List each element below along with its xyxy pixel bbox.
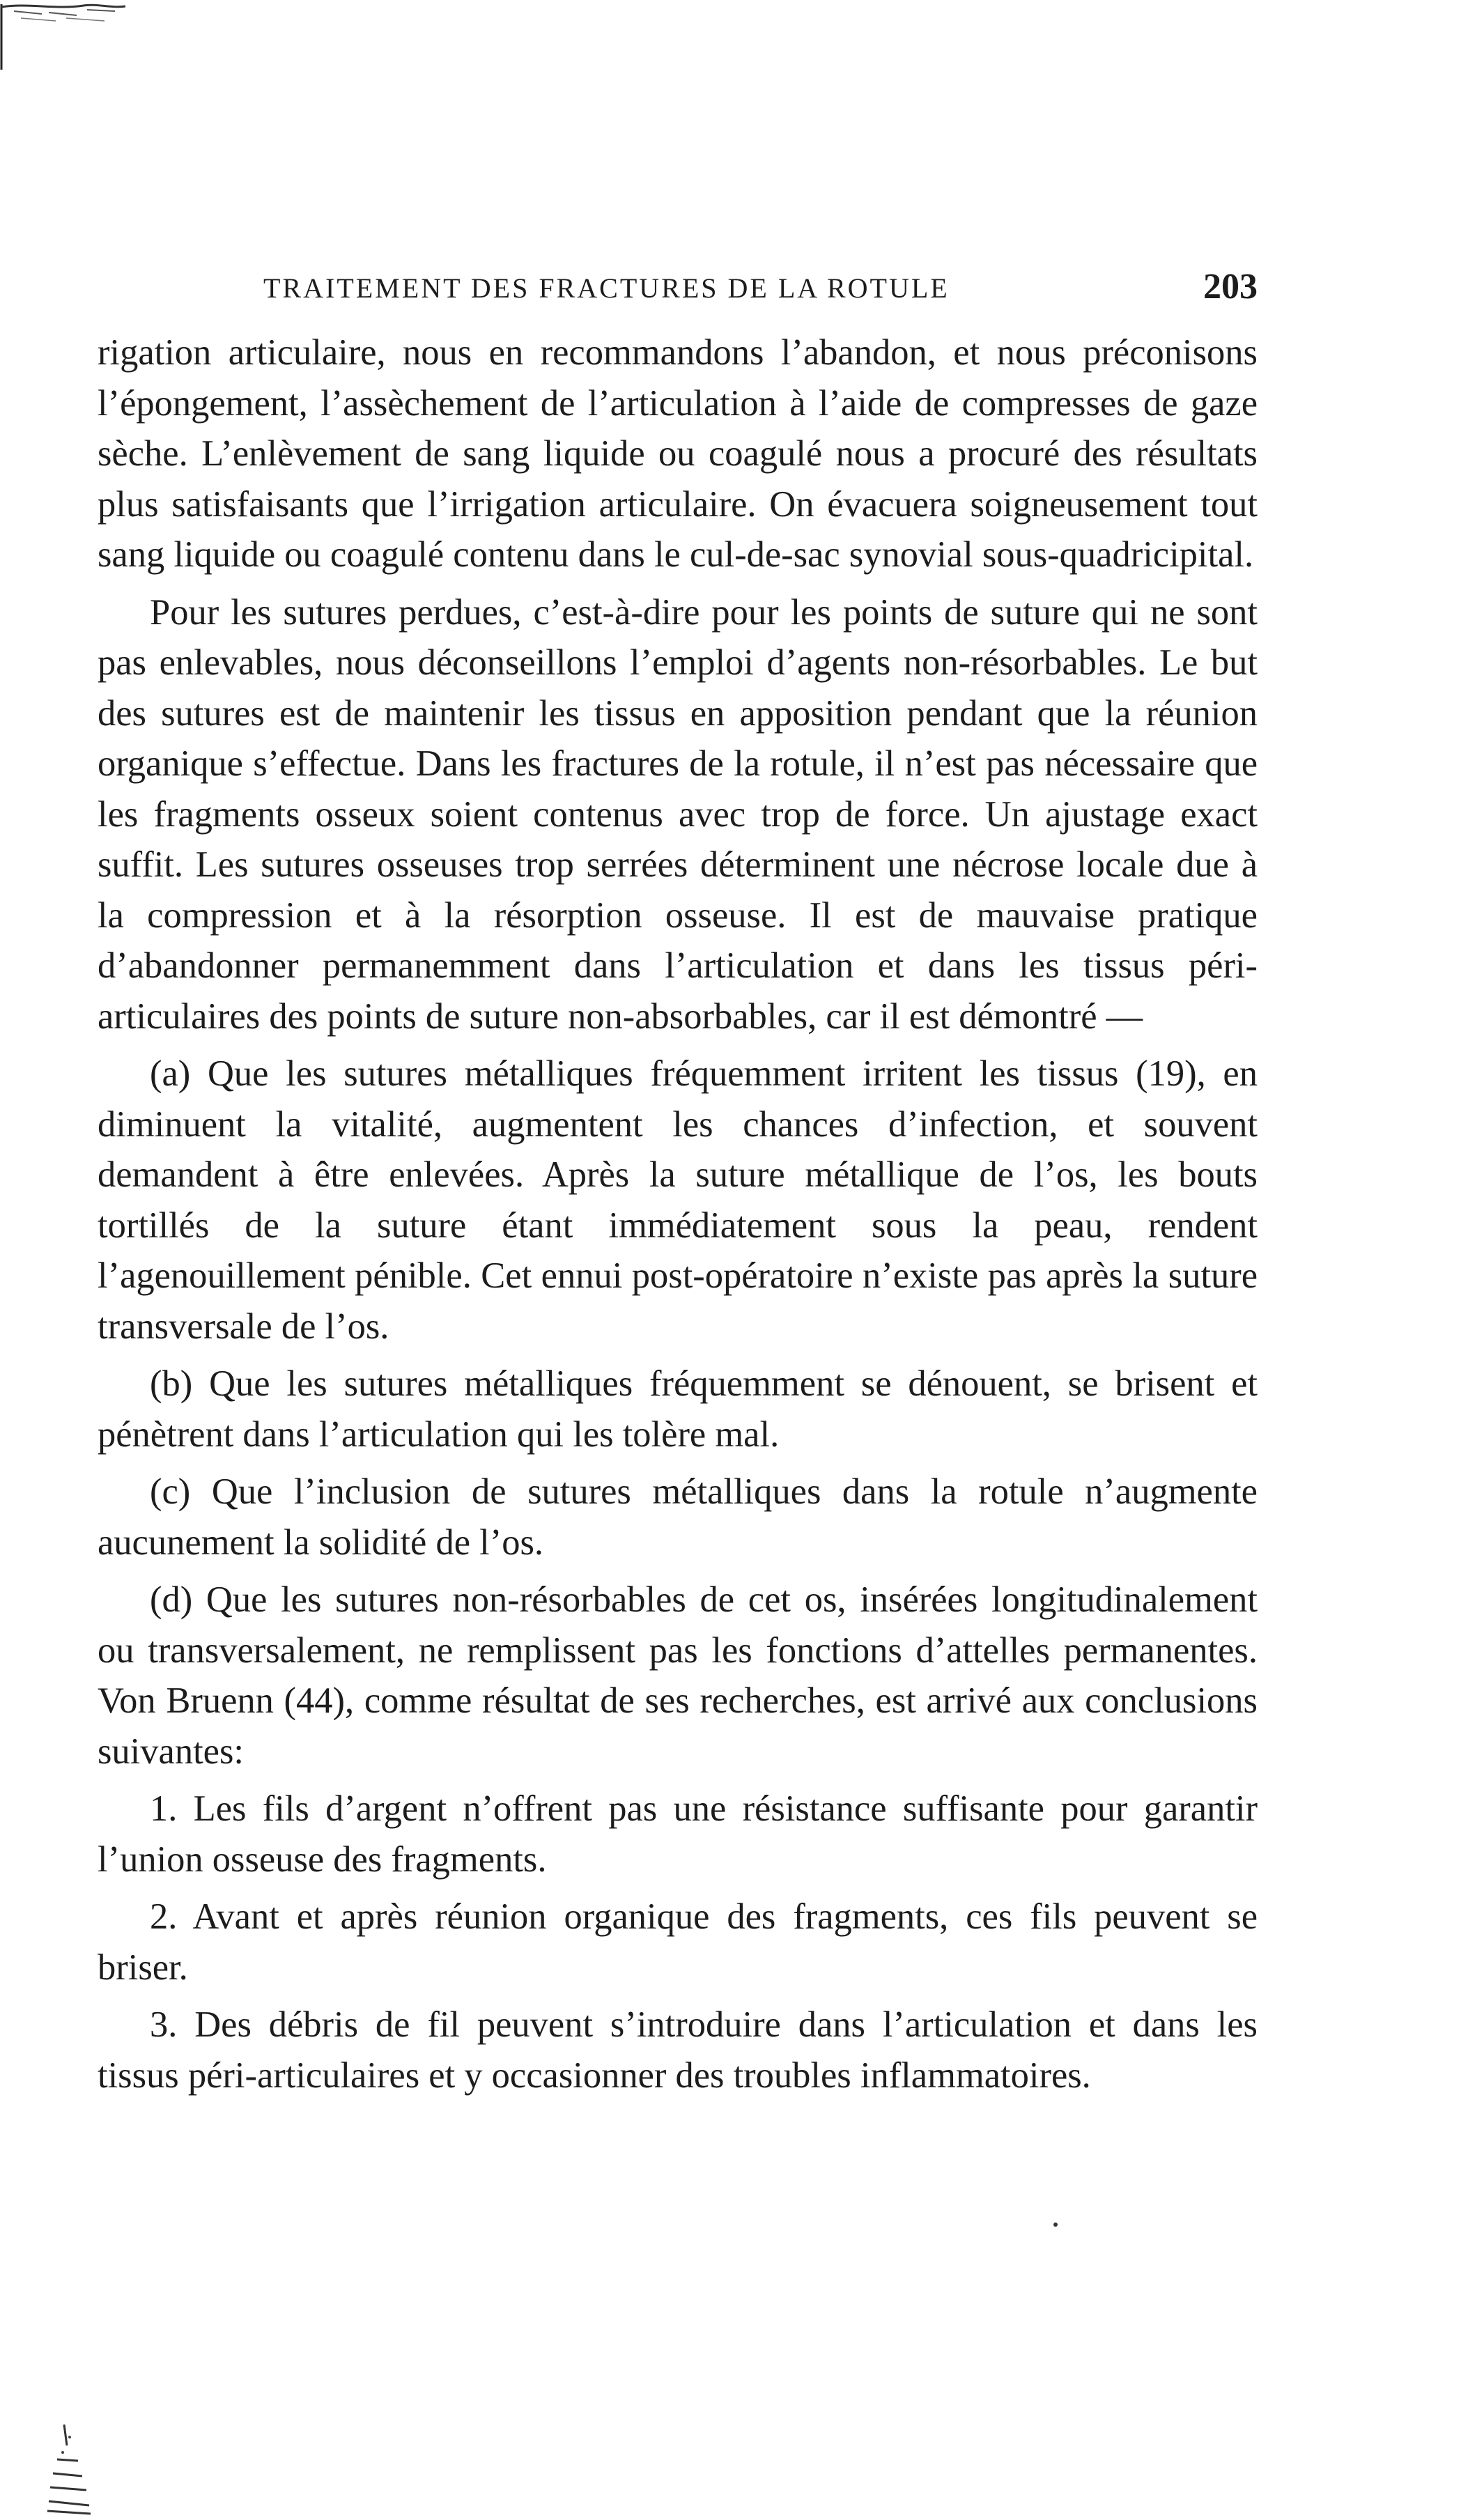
running-title: TRAITEMENT DES FRACTURES DE LA ROTULE — [263, 272, 950, 304]
body-text — [98, 327, 1258, 2101]
paragraph-point-d: (d) Que les sutures non-résorbables de cet os, insérées longitudinalement ou transversalement, ne remplissent pas les fonctions d’attelles permanentes. Von Bruenn (44), comme résultat de ses recherches, est arrivé aux conclusions suivantes: — [98, 1579, 1258, 1772]
scan-corner-mark — [0, 0, 139, 77]
page-number: 203 — [1203, 267, 1258, 307]
ink-speck — [1053, 2223, 1058, 2227]
list-item-1: 1. Les fils d’argent n’offrent pas une résistance suffisante pour garantir l’union osseuse des fragments. — [98, 1788, 1258, 1880]
page-header — [98, 258, 1258, 327]
list-item-2: 2. Avant et après réunion organique des fragments, ces fils peuvent se briser. — [98, 1896, 1258, 1988]
paragraph-sutures-perdues: Pour les sutures perdues, c’est-à-dire pour les points de suture qui ne sont pas enlevables, nous déconseillons l’emploi d’agents non-résorbables. Le but des sutures est de maintenir les tissus en apposition pendant que la réunion organique s’effectue. Dans les fractures de la rotule, il n’est pas nécessaire que les fragments osseux soient contenus avec trop de force. Un ajustage exact suffit. Les sutures osseuses trop serrées déterminent une nécrose locale due à la compression et à la résorption osseuse. Il est de mauvaise pratique d’abandonner permanemment dans l’articulation et dans les tissus péri-articulaires des points de suture non-absorbables, car il est démontré — — [98, 592, 1258, 1037]
paragraph-point-a: (a) Que les sutures métalliques fréquemment irritent les tissus (19), en diminuent la vitalité, augmentent les chances d’infection, et souvent demandent à être enlevées. Après la suture métallique de l’os, les bouts tortillés de la suture étant immédiatement sous la peau, rendent l’agenouillement pénible. Cet ennui post-opératoire n’existe pas après la suture transversale de l’os. — [98, 1053, 1258, 1347]
paragraph-point-c: (c) Que l’inclusion de sutures métalliques dans la rotule n’augmente aucunement la solidité de l’os. — [98, 1471, 1258, 1563]
list-item-3: 3. Des débris de fil peuvent s’introduire dans l’articulation et dans les tissus péri-articulaires et y occasionner des troubles inflammatoires. — [98, 2004, 1258, 2096]
paragraph-continuation: rigation articulaire, nous en recommandons l’abandon, et nous préconisons l’épongement, l’assèchement de l’articulation à l’aide de compresses de gaze sèche. L’enlèvement de sang liquide ou coagulé nous a procuré des résultats plus satisfaisants que l’irrigation articulaire. On évacuera soigneusement tout sang liquide ou coagulé contenu dans le cul-de-sac synovial sous-quadricipital. — [98, 332, 1258, 575]
scan-bottom-mark — [43, 2418, 92, 2515]
paragraph-point-b: (b) Que les sutures métalliques fréquemment se dénouent, se brisent et pénètrent dans l’articulation qui les tolère mal. — [98, 1363, 1258, 1455]
book-page — [98, 258, 1258, 2101]
